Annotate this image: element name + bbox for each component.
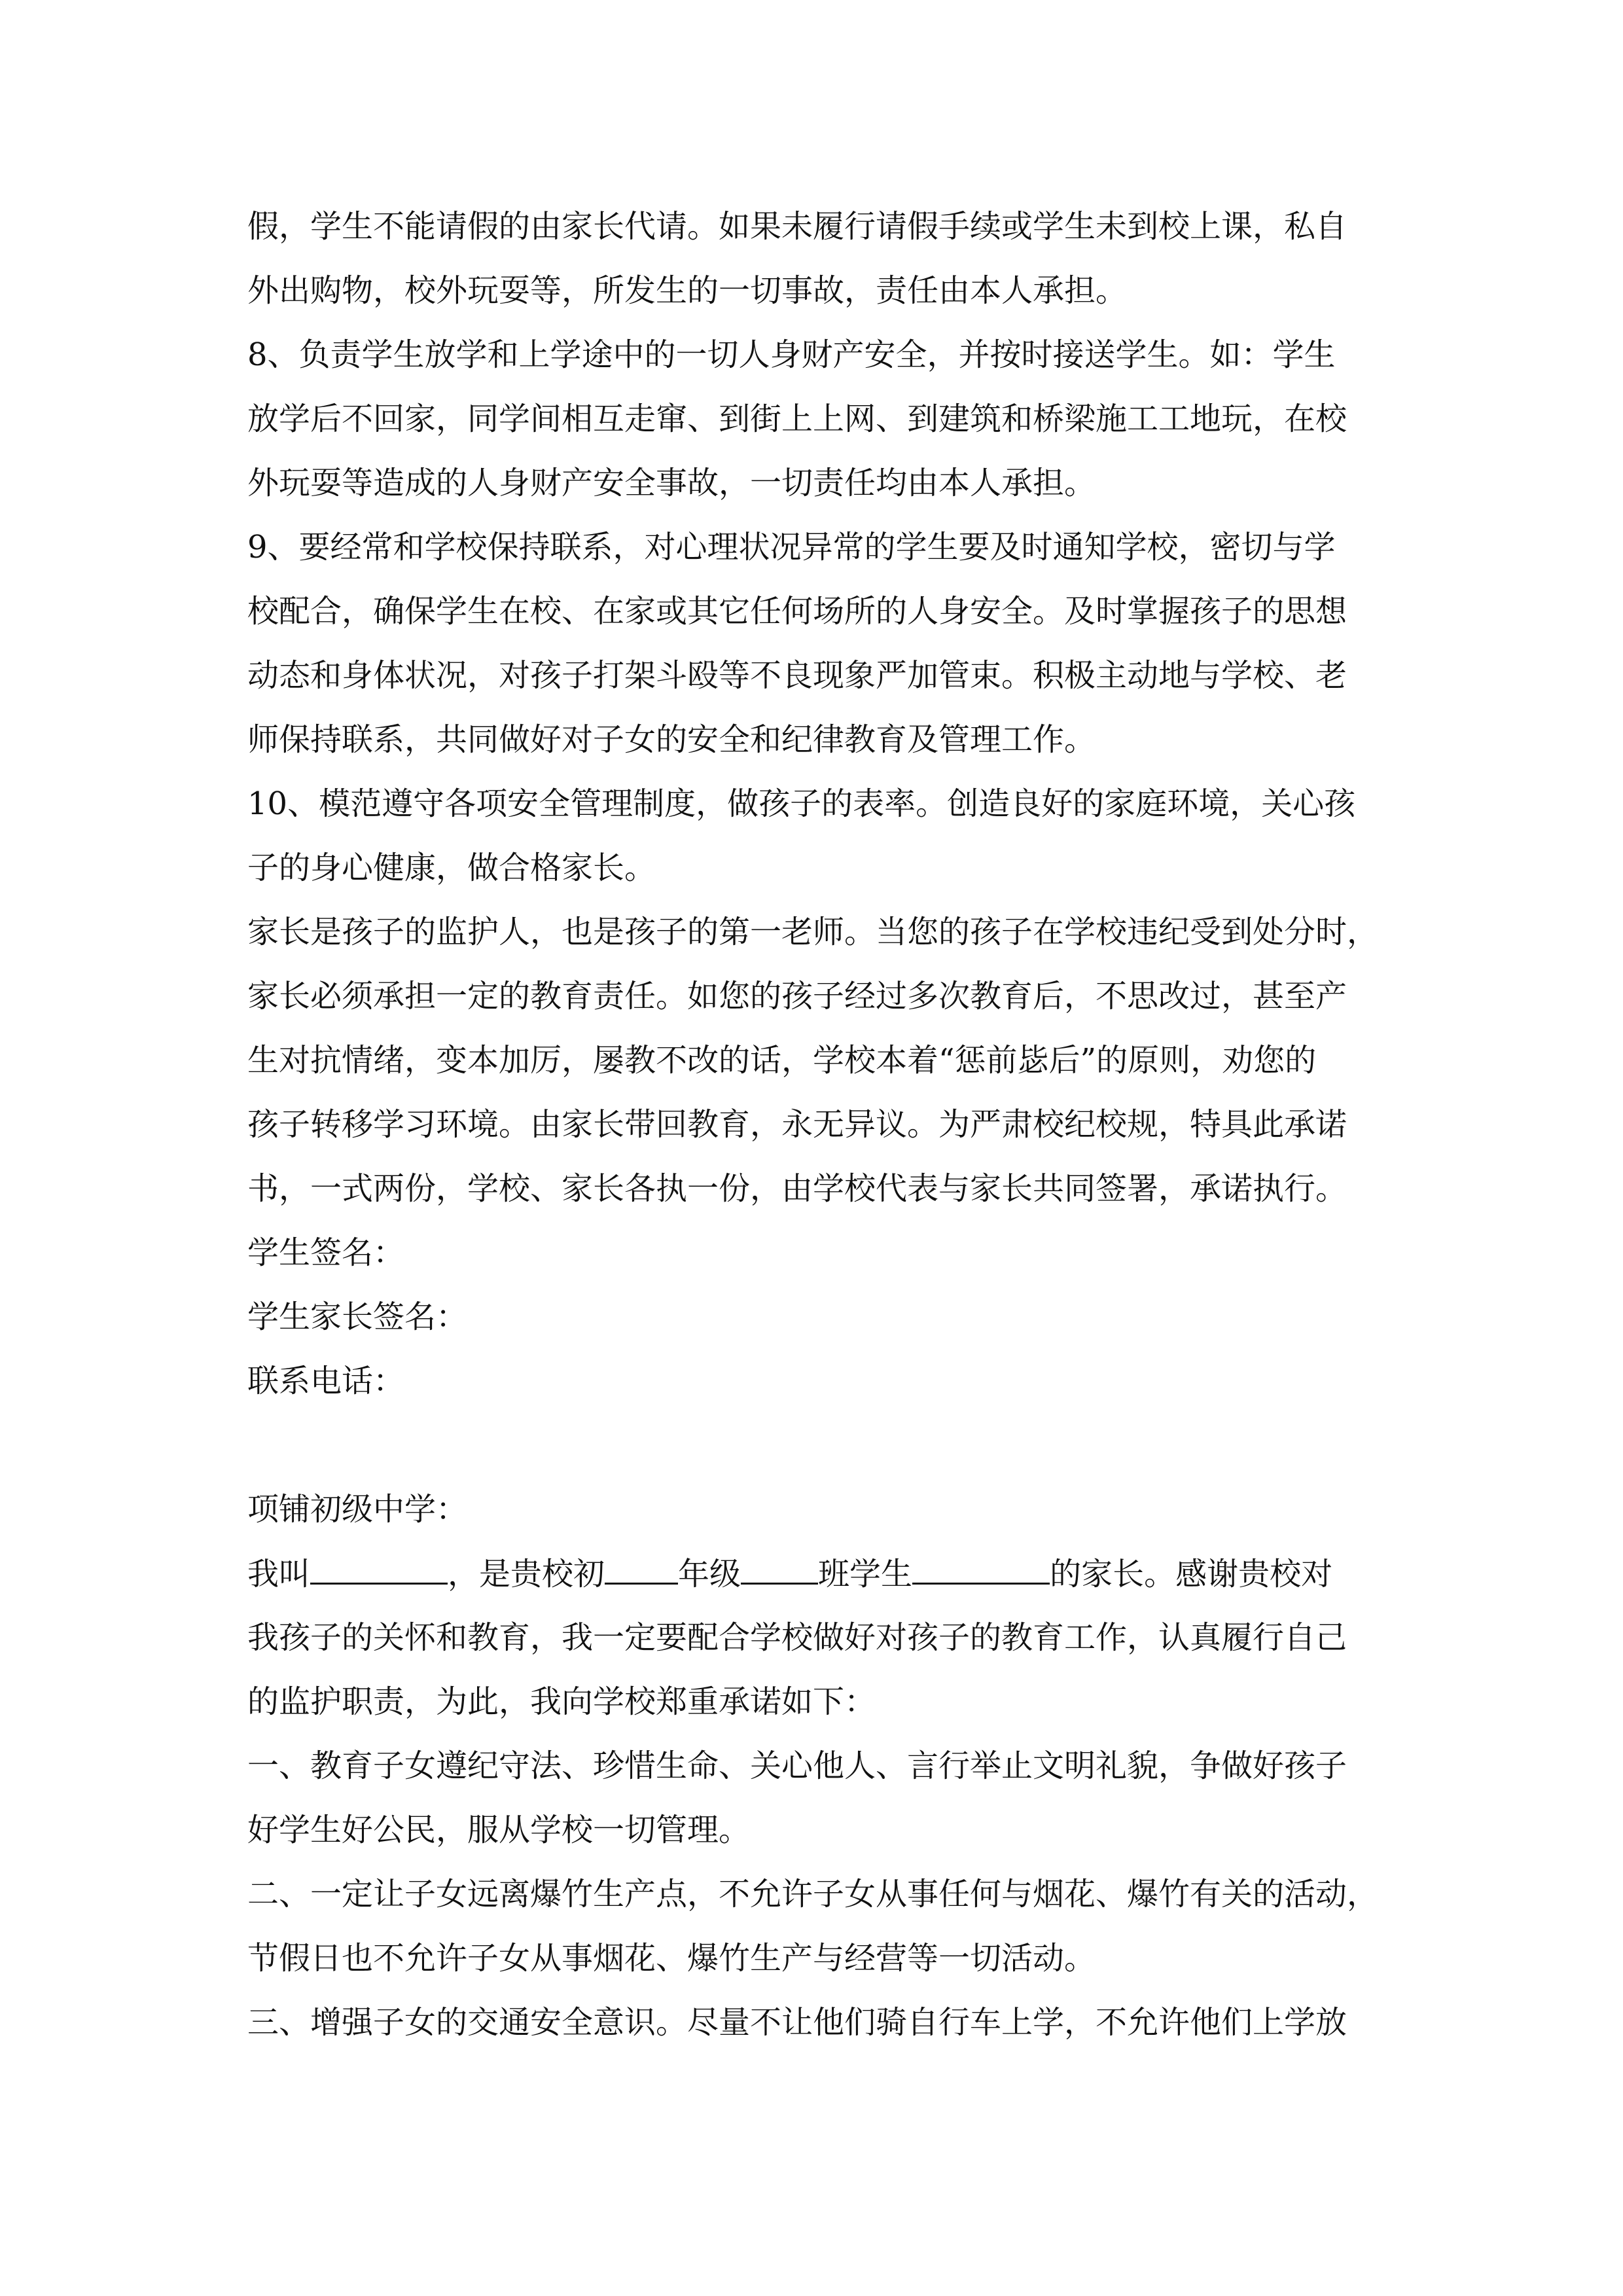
intro-line (247, 1554, 1332, 1594)
text-line: 家长是孩子的监护人，也是孩子的第一老师。当您的孩子在学校违纪受到处分时， (247, 914, 1379, 950)
text-line: 假，学生不能请假的由家长代请。如果未履行请假手续或学生未到校上课，私自 (247, 208, 1347, 245)
intro-text: 年级 (678, 1556, 741, 1592)
salutation: 项铺初级中学： (247, 1491, 468, 1528)
text-line: 子的身心健康，做合格家长。 (247, 850, 656, 886)
text-line: 9、要经常和学校保持联系，对心理状况异常的学生要及时通知学校，密切与学 (247, 529, 1336, 565)
text-line: 的监护职责，为此，我向学校郑重承诺如下： (247, 1683, 876, 1720)
text-line: 8、负责学生放学和上学途中的一切人身财产安全，并按时接送学生。如：学生 (247, 336, 1336, 373)
text-line: 师保持联系，共同做好对子女的安全和纪律教育及管理工作。 (247, 721, 1096, 758)
text-line: 校配合，确保学生在校、在家或其它任何场所的人身安全。及时掌握孩子的思想 (247, 593, 1347, 630)
intro-text: 我叫 (247, 1556, 311, 1592)
text-line: 好学生好公民，服从学校一切管理。 (247, 1812, 751, 1848)
text-line: 孩子转移学习环境。由家长带回教育，永无异议。为严肃校纪校规，特具此承诺 (247, 1106, 1347, 1143)
text-line: 二、一定让子女远离爆竹生产点，不允许子女从事任何与烟花、爆竹有关的活动， (247, 1876, 1379, 1912)
text-line: 动态和身体状况，对孩子打架斗殴等不良现象严加管束。积极主动地与学校、老 (247, 657, 1347, 694)
class-blank[interactable] (741, 1554, 818, 1585)
intro-text: 班学生 (818, 1556, 913, 1592)
student-name-blank[interactable] (912, 1554, 1050, 1585)
text-line: 节假日也不允许子女从事烟花、爆竹生产与经营等一切活动。 (247, 1940, 1096, 1977)
text-line: 生对抗情绪，变本加厉，屡教不改的话，学校本着“惩前毖后”的原则，劝您的 (247, 1042, 1317, 1079)
text-line: 10、模范遵守各项安全管理制度，做孩子的表率。创造良好的家庭环境，关心孩 (247, 785, 1356, 822)
text-line: 一、教育子女遵纪守法、珍惜生命、关心他人、言行举止文明礼貌，争做好孩子 (247, 1748, 1347, 1784)
text-line: 书，一式两份，学校、家长各执一份，由学校代表与家长共同签署，承诺执行。 (247, 1170, 1347, 1207)
phone-label: 联系电话： (247, 1363, 405, 1399)
intro-text: ，是贵校初 (448, 1556, 605, 1592)
text-line: 家长必须承担一定的教育责任。如您的孩子经过多次教育后，不思改过，甚至产 (247, 978, 1347, 1014)
text-line: 放学后不回家，同学间相互走窜、到街上上网、到建筑和桥梁施工工地玩，在校 (247, 401, 1347, 437)
text-line: 外玩耍等造成的人身财产安全事故，一切责任均由本人承担。 (247, 465, 1096, 501)
student-signature-label: 学生签名： (247, 1234, 405, 1271)
text-line: 我孩子的关怀和教育，我一定要配合学校做好对孩子的教育工作，认真履行自己 (247, 1619, 1347, 1656)
text-line: 外出购物，校外玩耍等，所发生的一切事故，责任由本人承担。 (247, 272, 1128, 309)
parent-name-blank[interactable] (310, 1554, 448, 1585)
text-line: 三、增强子女的交通安全意识。尽量不让他们骑自行车上学，不允许他们上学放 (247, 2004, 1347, 2041)
parent-signature-label: 学生家长签名： (247, 1299, 468, 1335)
intro-text: 的家长。感谢贵校对 (1050, 1556, 1333, 1592)
grade-blank[interactable] (605, 1554, 678, 1585)
